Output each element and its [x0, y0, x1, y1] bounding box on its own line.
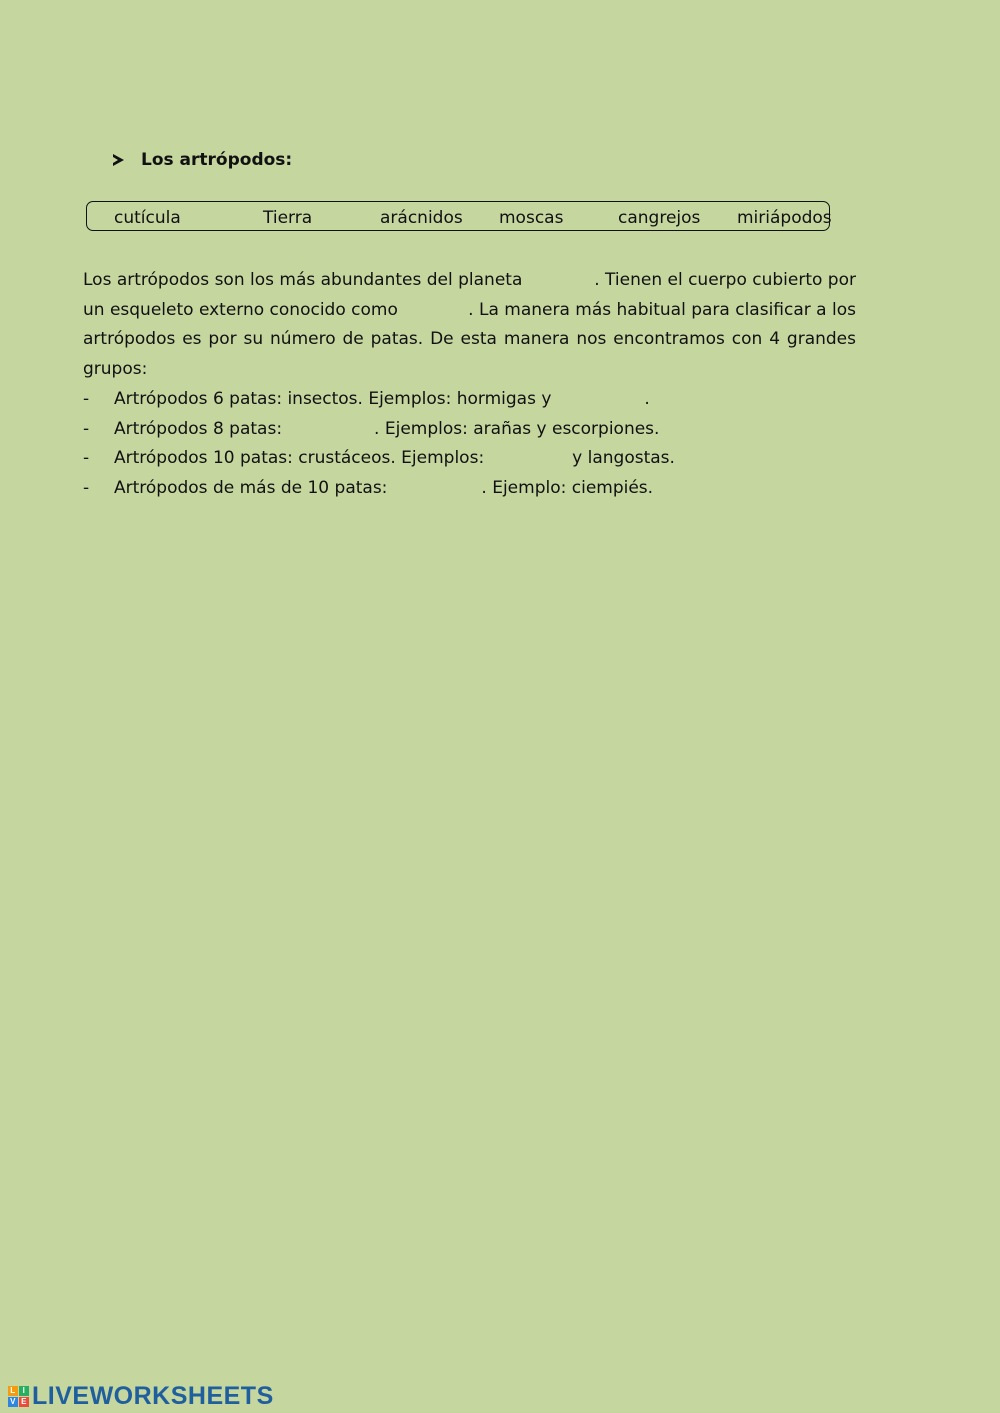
list-text: . Ejemplo: ciempiés.: [481, 478, 654, 499]
paragraph-line: [83, 296, 856, 326]
paragraph-text: artrópodos es por su número de patas. De esta manera nos encontramos con 4 grandes: [83, 329, 856, 350]
list-dash: -: [83, 478, 90, 499]
paragraph-text: un esqueleto externo conocido como: [83, 299, 398, 320]
paragraph-text: Los artrópodos son los más abundantes del planeta: [83, 270, 523, 290]
word-bank-item: Tierra: [263, 208, 313, 228]
blank-answer-field[interactable]: [527, 266, 589, 296]
liveworksheets-logo: [8, 1382, 274, 1411]
paragraph-text: . La manera más habitual para clasificar a los: [468, 299, 856, 320]
paragraph-line: [83, 325, 856, 355]
paragraph-text: grupos:: [83, 359, 148, 380]
paragraph-text: . Tienen el cuerpo cubierto por: [594, 270, 856, 290]
logo-mark-cell: E: [19, 1397, 29, 1407]
list-dash: -: [83, 418, 90, 439]
logo-mark-cell: I: [19, 1386, 29, 1396]
list-text: y langostas.: [572, 448, 675, 469]
list-dash: -: [83, 389, 90, 409]
list-text: Artrópodos 6 patas: insectos. Ejemplos: hormigas y: [114, 389, 552, 409]
word-bank: [86, 201, 830, 231]
list-text: . Ejemplos: arañas y escorpiones.: [374, 418, 660, 439]
heading-text: Los artrópodos:: [141, 150, 293, 170]
section-heading: [113, 150, 292, 170]
arrow-bullet-icon: [113, 154, 124, 166]
paragraph-line: [83, 266, 856, 296]
word-bank-item: moscas: [499, 208, 564, 228]
list-dash: -: [83, 448, 90, 469]
word-bank-item: arácnidos: [380, 208, 463, 228]
word-bank-item: cangrejos: [618, 208, 701, 228]
list-text: Artrópodos 8 patas:: [114, 418, 283, 439]
list-text: .: [644, 389, 650, 409]
paragraph-line: [83, 355, 856, 385]
logo-mark-icon: [8, 1386, 29, 1407]
intro-paragraph: [83, 266, 856, 385]
logo-text: LIVEWORKSHEETS: [32, 1382, 274, 1410]
word-bank-item: miriápodos: [737, 208, 832, 228]
logo-mark-cell: L: [8, 1386, 18, 1396]
word-bank-item: cutícula: [114, 208, 181, 228]
logo-mark-cell: V: [8, 1397, 18, 1407]
list-text: Artrópodos 10 patas: crustáceos. Ejemplos:: [114, 448, 485, 469]
blank-answer-field[interactable]: [402, 296, 464, 326]
list-text: Artrópodos de más de 10 patas:: [114, 478, 388, 499]
